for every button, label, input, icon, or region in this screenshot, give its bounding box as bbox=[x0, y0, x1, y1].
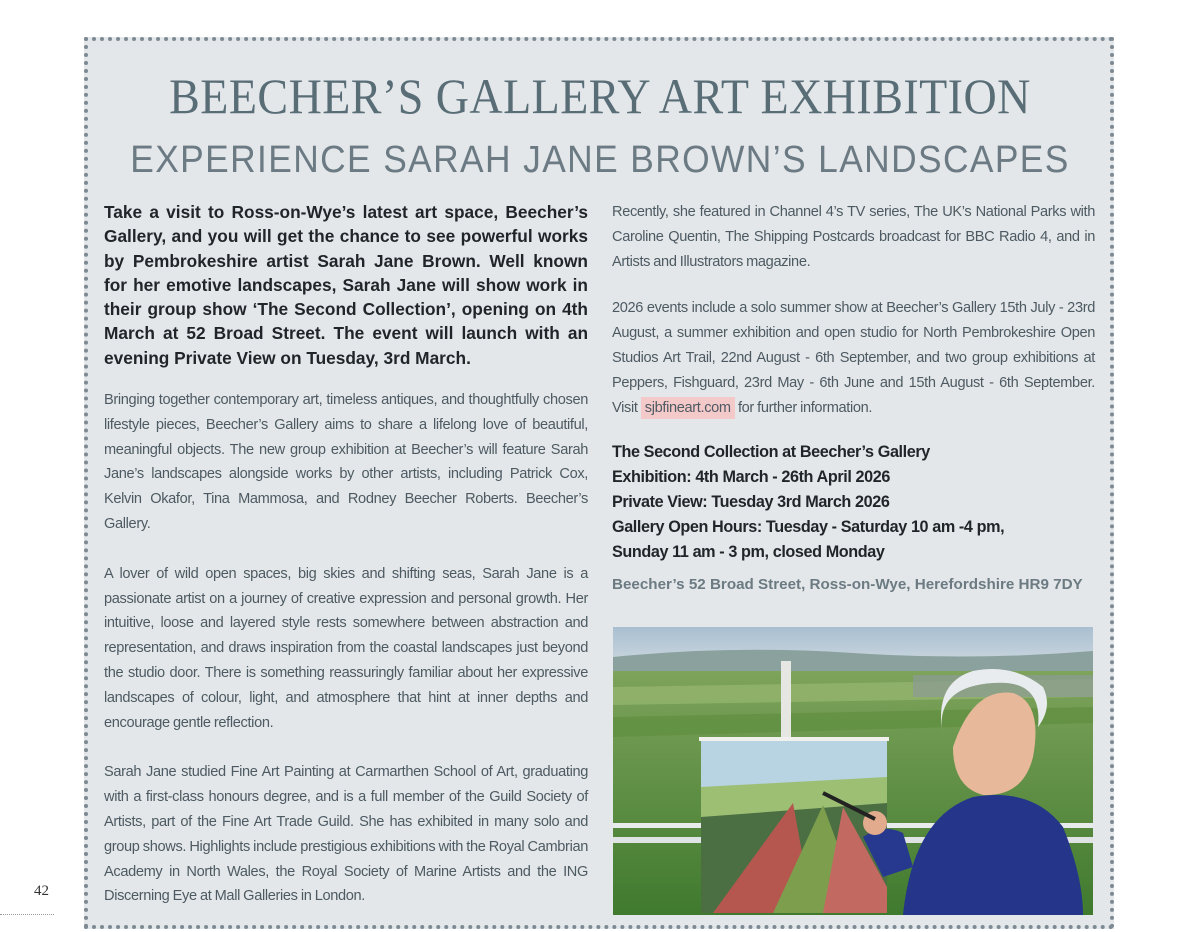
body-paragraph-artist-style: A lover of wild open spaces, big skies and shifting seas, Sarah Jane is a passionate artist on a journey of creative expression and personal growth. Her intuitive, loose and layered style rests somewhere between abstraction and representation, and draws inspiration from the coastal landscapes just beyond the studio door. There is something reassuringly familiar about her expressive landscapes of colour, light, and atmosphere that hint at inner depths and encourage gentle reflection. bbox=[104, 565, 588, 731]
exhibition-info bbox=[612, 440, 1095, 565]
right-column bbox=[612, 200, 1095, 596]
info-open-hours: Gallery Open Hours: Tuesday - Saturday 10 am -4 pm, bbox=[612, 518, 1005, 537]
info-private-view: Private View: Tuesday 3rd March 2026 bbox=[612, 493, 890, 512]
body-paragraph-events bbox=[612, 296, 1095, 420]
artist-photo bbox=[613, 627, 1093, 915]
info-exhibition-dates: Exhibition: 4th March - 26th April 2026 bbox=[612, 468, 890, 487]
artist-painting-photo-image bbox=[613, 627, 1093, 915]
page-number: 42 bbox=[34, 883, 49, 899]
body-paragraph-gallery: Bringing together contemporary art, timeless antiques, and thoughtfully chosen lifestyle pieces, Beecher’s Gallery aims to share a lifelong love of beautiful, meaningful objects. The new group exhibition at Beecher’s will feature Sarah Jane’s landscapes alongside works by other artists, including Patrick Cox, Kelvin Okafor, Tina Mammosa, and Rodney Beecher Roberts. Beecher’s Gallery. bbox=[104, 392, 588, 533]
page-subtitle: EXPERIENCE SARAH JANE BROWN’S LANDSCAPES bbox=[130, 139, 1070, 181]
page-title: BEECHER’S GALLERY ART EXHIBITION bbox=[169, 68, 1031, 124]
body-paragraph-media: Recently, she featured in Channel 4’s TV series, The UK’s National Parks with Caroline Quentin, The Shipping Postcards broadcast for BBC Radio 4, and in Artists and Illustrators magazine. bbox=[612, 204, 1095, 270]
events-text: 2026 events include a solo summer show at Beecher’s Gallery 15th July - 23rd August, a summer exhibition and open studio for North Pembrokeshire Open Studios Art Trail, 22nd August - 6th September, and two group exhibitions at Peppers, Fishguard, 23rd May - 6th June and 15th August - 6th September. Visit bbox=[612, 300, 1095, 416]
gallery-address: Beecher’s 52 Broad Street, Ross-on-Wye, Herefordshire HR9 7DY bbox=[612, 576, 1083, 594]
info-exhibition-name: The Second Collection at Beecher’s Gallery bbox=[612, 443, 930, 462]
lead-paragraph: Take a visit to Ross-on-Wye’s latest art space, Beecher’s Gallery, and you will get the chance to see powerful works by Pembrokeshire artist Sarah Jane Brown. Well known for her emotive landscapes, Sarah Jane will show work in their group show ‘The Second Collection’, opening on 4th March at 52 Broad Street. The event will launch with an evening Private View on Tuesday, 3rd March. bbox=[104, 202, 588, 368]
website-link[interactable]: sjbfineart.com bbox=[641, 397, 735, 419]
corner-rule bbox=[0, 914, 54, 915]
events-text-end: for further information. bbox=[737, 399, 873, 416]
left-column bbox=[104, 200, 588, 909]
info-open-hours-sunday: Sunday 11 am - 3 pm, closed Monday bbox=[612, 543, 885, 562]
body-paragraph-artist-background: Sarah Jane studied Fine Art Painting at Carmarthen School of Art, graduating with a first-class honours degree, and is a full member of the Guild Society of Artists, part of the Fine Art Trade Guild. She has exhibited in many solo and group shows. Highlights include prestigious exhibitions with the Royal Cambrian Academy in North Wales, the Royal Society of Marine Artists and the ING Discerning Eye at Mall Galleries in London. bbox=[104, 764, 588, 905]
